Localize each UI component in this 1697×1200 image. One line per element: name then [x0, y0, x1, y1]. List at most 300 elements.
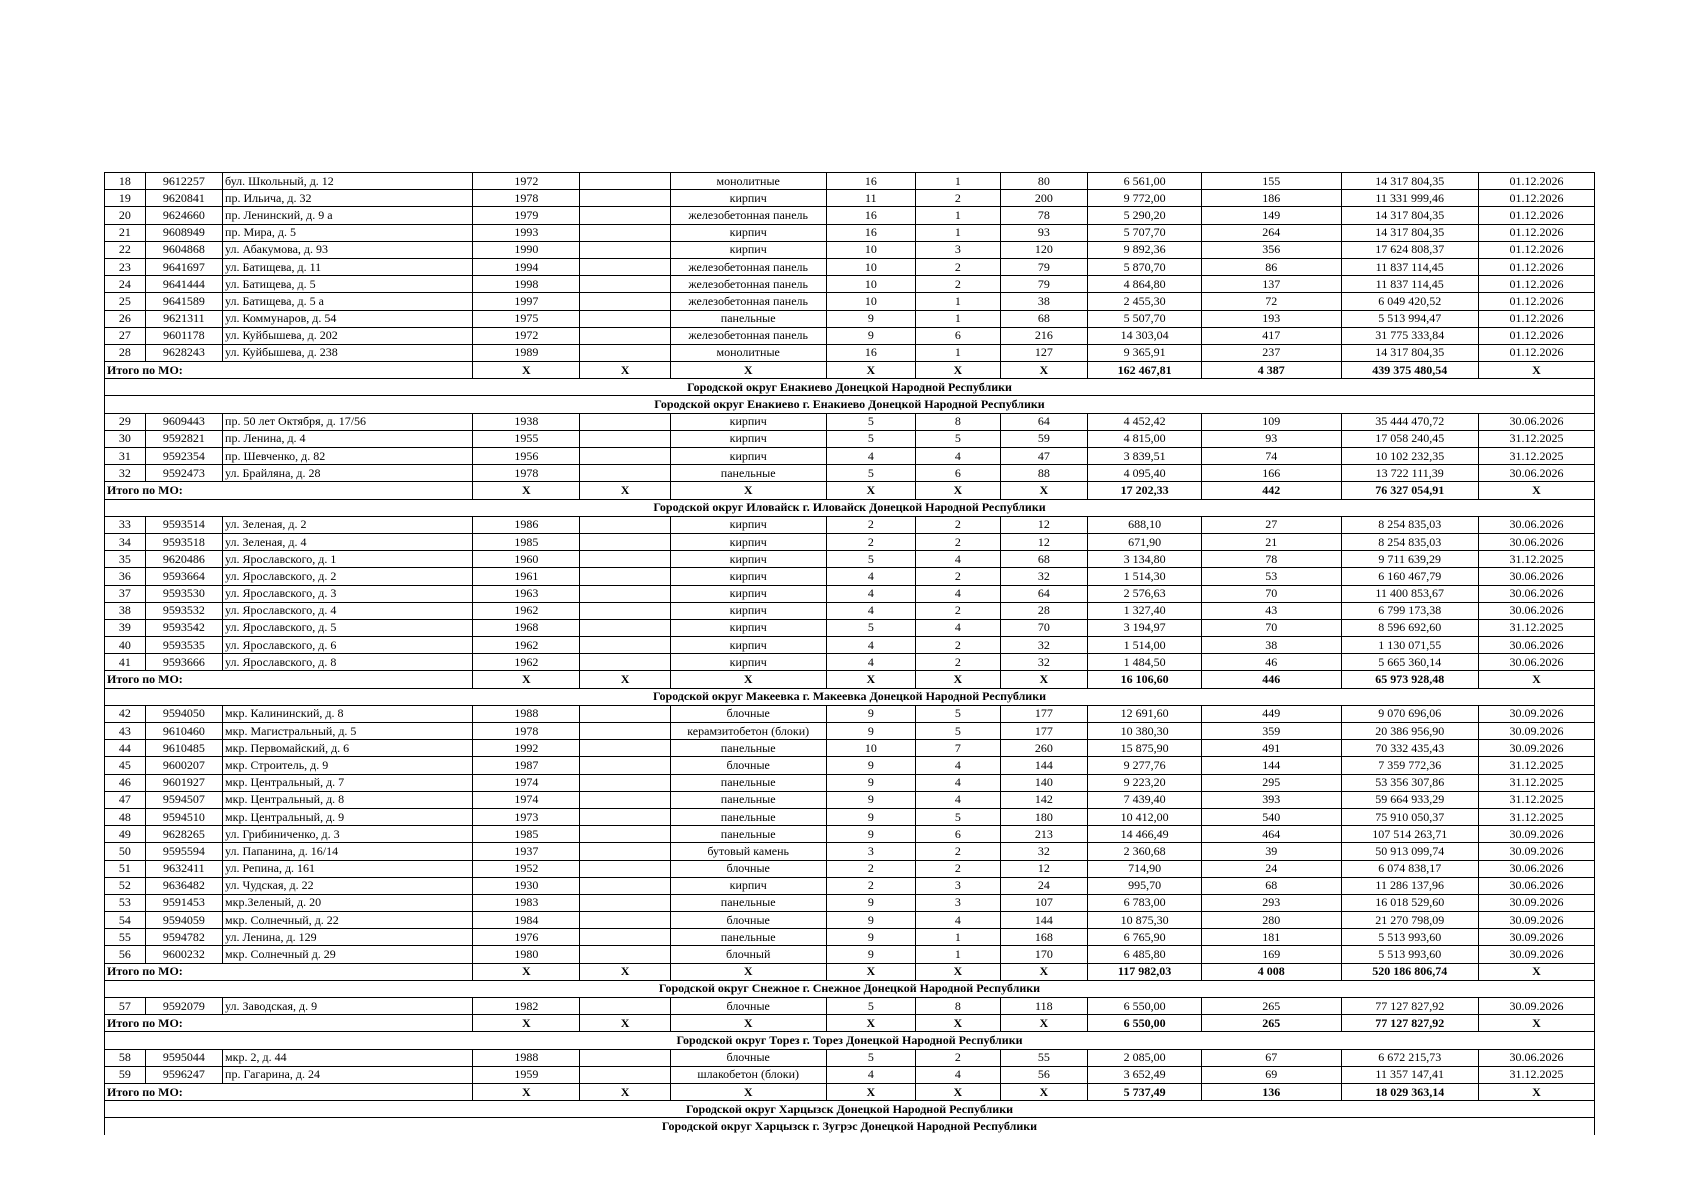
cell-wall-material: панельные [670, 774, 826, 791]
x-mark: X [1000, 1015, 1088, 1032]
cell-deadline: 30.09.2026 [1478, 705, 1594, 722]
cell-extra-field [580, 826, 671, 843]
cell-building-id: 9604868 [145, 241, 222, 258]
cell-year-built: 1976 [473, 929, 580, 946]
cell-row-number: 35 [105, 551, 146, 568]
table-row [105, 740, 1595, 757]
cell-building-id: 9594782 [145, 929, 222, 946]
x-mark: X [826, 362, 916, 379]
cell-entrances: 2 [916, 516, 1000, 533]
table-row [105, 413, 1595, 430]
cell-deadline: 30.06.2026 [1478, 654, 1594, 671]
cell-row-number: 57 [105, 998, 146, 1015]
cell-repair-cost: 53 356 307,86 [1341, 774, 1478, 791]
cell-entrances: 7 [916, 740, 1000, 757]
cell-residents: 359 [1202, 723, 1341, 740]
cell-total-area: 3 839,51 [1088, 448, 1202, 465]
cell-row-number: 44 [105, 740, 146, 757]
table-row [105, 190, 1595, 207]
cell-extra-field [580, 207, 671, 224]
cell-wall-material: кирпич [670, 241, 826, 258]
cell-row-number: 49 [105, 826, 146, 843]
cell-extra-field [580, 946, 671, 963]
cell-repair-cost: 11 286 137,96 [1341, 877, 1478, 894]
cell-residents: 21 [1202, 533, 1341, 550]
cell-deadline: 01.12.2026 [1478, 241, 1594, 258]
cell-residents: 181 [1202, 929, 1341, 946]
cell-deadline: 30.06.2026 [1478, 602, 1594, 619]
cell-entrances: 3 [916, 241, 1000, 258]
cell-deadline: 01.12.2026 [1478, 344, 1594, 361]
cell-extra-field [580, 1066, 671, 1083]
cell-year-built: 1962 [473, 654, 580, 671]
cell-address: ул. Батищева, д. 5 [223, 276, 473, 293]
cell-apartments: 12 [1000, 533, 1088, 550]
cell-total-area: 14 466,49 [1088, 826, 1202, 843]
cell-wall-material: кирпич [670, 224, 826, 241]
cell-year-built: 1982 [473, 998, 580, 1015]
cell-repair-cost: 17 624 808,37 [1341, 241, 1478, 258]
cell-entrances: 4 [916, 912, 1000, 929]
cell-residents: 491 [1202, 740, 1341, 757]
cell-extra-field [580, 241, 671, 258]
cell-deadline: 01.12.2026 [1478, 190, 1594, 207]
cell-deadline: 30.09.2026 [1478, 912, 1594, 929]
x-mark: X [580, 1015, 671, 1032]
cell-repair-cost: 11 357 147,41 [1341, 1066, 1478, 1083]
cell-wall-material: кирпич [670, 551, 826, 568]
cell-address: ул. Ярославского, д. 8 [223, 654, 473, 671]
x-mark: X [916, 963, 1000, 980]
cell-total-area: 5 507,70 [1088, 310, 1202, 327]
cell-total-area: 10 412,00 [1088, 808, 1202, 825]
subtotal-row [105, 362, 1595, 379]
x-mark: X [1478, 482, 1594, 499]
cell-extra-field [580, 190, 671, 207]
cell-deadline: 30.06.2026 [1478, 860, 1594, 877]
cell-floors: 10 [826, 276, 916, 293]
cell-wall-material: кирпич [670, 448, 826, 465]
cell-total-area: 4 815,00 [1088, 430, 1202, 447]
cell-repair-cost: 6 672 215,73 [1341, 1049, 1478, 1066]
cell-year-built: 1955 [473, 430, 580, 447]
cell-floors: 9 [826, 894, 916, 911]
cell-building-id: 9620841 [145, 190, 222, 207]
cell-year-built: 1956 [473, 448, 580, 465]
cell-extra-field [580, 723, 671, 740]
cell-entrances: 2 [916, 654, 1000, 671]
cell-building-id: 9595044 [145, 1049, 222, 1066]
cell-extra-field [580, 654, 671, 671]
table-row [105, 241, 1595, 258]
cell-floors: 5 [826, 619, 916, 636]
cell-apartments: 68 [1000, 551, 1088, 568]
cell-entrances: 5 [916, 430, 1000, 447]
cell-floors: 3 [826, 843, 916, 860]
cell-extra-field [580, 808, 671, 825]
cell-floors: 16 [826, 344, 916, 361]
subtotal-row [105, 1083, 1595, 1100]
cell-row-number: 33 [105, 516, 146, 533]
cell-residents: 186 [1202, 190, 1341, 207]
cell-apartments: 216 [1000, 327, 1088, 344]
cell-row-number: 24 [105, 276, 146, 293]
cell-row-number: 47 [105, 791, 146, 808]
cell-apartments: 56 [1000, 1066, 1088, 1083]
subtotal-residents: 4 387 [1202, 362, 1341, 379]
cell-floors: 5 [826, 413, 916, 430]
cell-deadline: 31.12.2025 [1478, 448, 1594, 465]
cell-repair-cost: 14 317 804,35 [1341, 224, 1478, 241]
cell-repair-cost: 10 102 232,35 [1341, 448, 1478, 465]
table-row [105, 860, 1595, 877]
cell-extra-field [580, 276, 671, 293]
cell-floors: 4 [826, 585, 916, 602]
cell-floors: 9 [826, 929, 916, 946]
cell-extra-field [580, 929, 671, 946]
subtotal-area: 17 202,33 [1088, 482, 1202, 499]
cell-repair-cost: 75 910 050,37 [1341, 808, 1478, 825]
cell-deadline: 30.09.2026 [1478, 998, 1594, 1015]
subtotal-cost: 77 127 827,92 [1341, 1015, 1478, 1032]
cell-apartments: 32 [1000, 568, 1088, 585]
cell-repair-cost: 31 775 333,84 [1341, 327, 1478, 344]
cell-row-number: 20 [105, 207, 146, 224]
x-mark: X [580, 362, 671, 379]
cell-repair-cost: 5 513 993,60 [1341, 946, 1478, 963]
cell-deadline: 01.12.2026 [1478, 173, 1594, 190]
cell-entrances: 2 [916, 860, 1000, 877]
cell-floors: 9 [826, 310, 916, 327]
cell-address: ул. Абакумова, д. 93 [223, 241, 473, 258]
cell-building-id: 9593514 [145, 516, 222, 533]
cell-building-id: 9641697 [145, 258, 222, 275]
cell-building-id: 9600207 [145, 757, 222, 774]
cell-floors: 2 [826, 516, 916, 533]
cell-extra-field [580, 327, 671, 344]
cell-repair-cost: 6 049 420,52 [1341, 293, 1478, 310]
cell-building-id: 9591453 [145, 894, 222, 911]
cell-apartments: 107 [1000, 894, 1088, 911]
cell-address: ул. Чудская, д. 22 [223, 877, 473, 894]
cell-repair-cost: 11 331 999,46 [1341, 190, 1478, 207]
cell-row-number: 40 [105, 637, 146, 654]
cell-year-built: 1979 [473, 207, 580, 224]
cell-deadline: 30.09.2026 [1478, 946, 1594, 963]
cell-address: мкр. Центральный, д. 7 [223, 774, 473, 791]
cell-total-area: 6 783,00 [1088, 894, 1202, 911]
table-row [105, 894, 1595, 911]
cell-repair-cost: 8 254 835,03 [1341, 533, 1478, 550]
cell-floors: 4 [826, 602, 916, 619]
cell-apartments: 79 [1000, 276, 1088, 293]
cell-year-built: 1988 [473, 705, 580, 722]
cell-apartments: 64 [1000, 413, 1088, 430]
cell-residents: 67 [1202, 1049, 1341, 1066]
cell-extra-field [580, 224, 671, 241]
cell-deadline: 31.12.2025 [1478, 551, 1594, 568]
cell-extra-field [580, 843, 671, 860]
cell-address: пр. Ленинский, д. 9 а [223, 207, 473, 224]
cell-repair-cost: 5 513 993,60 [1341, 929, 1478, 946]
cell-floors: 10 [826, 258, 916, 275]
cell-residents: 169 [1202, 946, 1341, 963]
cell-floors: 16 [826, 224, 916, 241]
cell-row-number: 38 [105, 602, 146, 619]
cell-address: ул. Репина, д. 161 [223, 860, 473, 877]
table-row [105, 877, 1595, 894]
cell-apartments: 180 [1000, 808, 1088, 825]
table-row [105, 258, 1595, 275]
cell-repair-cost: 14 317 804,35 [1341, 344, 1478, 361]
cell-total-area: 9 772,00 [1088, 190, 1202, 207]
x-mark: X [826, 1083, 916, 1100]
table-row [105, 912, 1595, 929]
cell-apartments: 47 [1000, 448, 1088, 465]
cell-wall-material: кирпич [670, 568, 826, 585]
cell-residents: 449 [1202, 705, 1341, 722]
table-row [105, 808, 1595, 825]
cell-building-id: 9601927 [145, 774, 222, 791]
cell-entrances: 4 [916, 448, 1000, 465]
cell-address: мкр. Центральный, д. 9 [223, 808, 473, 825]
cell-residents: 295 [1202, 774, 1341, 791]
x-mark: X [1000, 1083, 1088, 1100]
cell-row-number: 30 [105, 430, 146, 447]
cell-residents: 27 [1202, 516, 1341, 533]
cell-entrances: 6 [916, 826, 1000, 843]
cell-residents: 155 [1202, 173, 1341, 190]
cell-year-built: 1993 [473, 224, 580, 241]
cell-row-number: 56 [105, 946, 146, 963]
cell-row-number: 27 [105, 327, 146, 344]
cell-total-area: 10 875,30 [1088, 912, 1202, 929]
cell-building-id: 9592079 [145, 998, 222, 1015]
cell-apartments: 120 [1000, 241, 1088, 258]
cell-row-number: 39 [105, 619, 146, 636]
x-mark: X [916, 671, 1000, 688]
table-row [105, 551, 1595, 568]
cell-extra-field [580, 791, 671, 808]
cell-floors: 16 [826, 207, 916, 224]
cell-year-built: 1938 [473, 413, 580, 430]
cell-year-built: 1978 [473, 723, 580, 740]
cell-building-id: 9624660 [145, 207, 222, 224]
cell-extra-field [580, 568, 671, 585]
cell-building-id: 9595594 [145, 843, 222, 860]
cell-wall-material: панельные [670, 740, 826, 757]
cell-building-id: 9632411 [145, 860, 222, 877]
cell-entrances: 3 [916, 877, 1000, 894]
cell-total-area: 3 194,97 [1088, 619, 1202, 636]
cell-row-number: 28 [105, 344, 146, 361]
table-row [105, 654, 1595, 671]
cell-year-built: 1974 [473, 791, 580, 808]
section-heading-row [105, 1032, 1595, 1049]
cell-total-area: 995,70 [1088, 877, 1202, 894]
cell-residents: 46 [1202, 654, 1341, 671]
cell-floors: 10 [826, 740, 916, 757]
cell-entrances: 4 [916, 791, 1000, 808]
cell-year-built: 1985 [473, 533, 580, 550]
cell-wall-material: шлакобетон (блоки) [670, 1066, 826, 1083]
cell-apartments: 140 [1000, 774, 1088, 791]
cell-apartments: 144 [1000, 757, 1088, 774]
cell-floors: 5 [826, 430, 916, 447]
section-heading-row [105, 1118, 1595, 1135]
cell-row-number: 50 [105, 843, 146, 860]
cell-wall-material: панельные [670, 791, 826, 808]
cell-row-number: 22 [105, 241, 146, 258]
cell-entrances: 2 [916, 276, 1000, 293]
cell-year-built: 1998 [473, 276, 580, 293]
cell-total-area: 671,90 [1088, 533, 1202, 550]
cell-residents: 166 [1202, 465, 1341, 482]
cell-total-area: 688,10 [1088, 516, 1202, 533]
cell-apartments: 78 [1000, 207, 1088, 224]
cell-total-area: 1 514,00 [1088, 637, 1202, 654]
cell-repair-cost: 11 837 114,45 [1341, 258, 1478, 275]
cell-deadline: 31.12.2025 [1478, 430, 1594, 447]
cell-extra-field [580, 602, 671, 619]
cell-residents: 280 [1202, 912, 1341, 929]
cell-entrances: 2 [916, 568, 1000, 585]
cell-entrances: 4 [916, 774, 1000, 791]
cell-deadline: 30.06.2026 [1478, 1049, 1594, 1066]
x-mark: X [1478, 963, 1594, 980]
cell-entrances: 1 [916, 310, 1000, 327]
cell-apartments: 80 [1000, 173, 1088, 190]
cell-residents: 356 [1202, 241, 1341, 258]
cell-address: ул. Ярославского, д. 5 [223, 619, 473, 636]
cell-apartments: 88 [1000, 465, 1088, 482]
cell-address: мкр. Строитель, д. 9 [223, 757, 473, 774]
cell-building-id: 9628265 [145, 826, 222, 843]
x-mark: X [473, 482, 580, 499]
cell-repair-cost: 35 444 470,72 [1341, 413, 1478, 430]
cell-entrances: 1 [916, 344, 1000, 361]
cell-floors: 9 [826, 705, 916, 722]
cell-year-built: 1930 [473, 877, 580, 894]
cell-building-id: 9636482 [145, 877, 222, 894]
cell-row-number: 41 [105, 654, 146, 671]
housing-register-page [104, 172, 1595, 1135]
cell-extra-field [580, 894, 671, 911]
cell-entrances: 1 [916, 224, 1000, 241]
table-row [105, 929, 1595, 946]
cell-entrances: 1 [916, 293, 1000, 310]
cell-residents: 38 [1202, 637, 1341, 654]
cell-deadline: 01.12.2026 [1478, 207, 1594, 224]
cell-address: ул. Брайляна, д. 28 [223, 465, 473, 482]
cell-total-area: 1 484,50 [1088, 654, 1202, 671]
subtotal-area: 5 737,49 [1088, 1083, 1202, 1100]
cell-entrances: 4 [916, 551, 1000, 568]
cell-residents: 74 [1202, 448, 1341, 465]
cell-year-built: 1990 [473, 241, 580, 258]
cell-deadline: 01.12.2026 [1478, 293, 1594, 310]
cell-extra-field [580, 551, 671, 568]
cell-floors: 9 [826, 946, 916, 963]
cell-year-built: 1978 [473, 190, 580, 207]
cell-address: мкр. Центральный, д. 8 [223, 791, 473, 808]
subtotal-row [105, 1015, 1595, 1032]
cell-year-built: 1994 [473, 258, 580, 275]
cell-deadline: 31.12.2025 [1478, 808, 1594, 825]
cell-building-id: 9601178 [145, 327, 222, 344]
cell-residents: 24 [1202, 860, 1341, 877]
cell-residents: 393 [1202, 791, 1341, 808]
cell-deadline: 01.12.2026 [1478, 276, 1594, 293]
cell-apartments: 142 [1000, 791, 1088, 808]
cell-deadline: 01.12.2026 [1478, 310, 1594, 327]
cell-building-id: 9596247 [145, 1066, 222, 1083]
cell-total-area: 4 095,40 [1088, 465, 1202, 482]
cell-entrances: 4 [916, 619, 1000, 636]
table-row [105, 1049, 1595, 1066]
cell-residents: 43 [1202, 602, 1341, 619]
cell-apartments: 170 [1000, 946, 1088, 963]
cell-total-area: 2 085,00 [1088, 1049, 1202, 1066]
cell-total-area: 4 452,42 [1088, 413, 1202, 430]
section-heading: Городской округ Макеевка г. Макеевка Донецкой Народной Республики [105, 688, 1595, 705]
cell-entrances: 5 [916, 723, 1000, 740]
table-row [105, 448, 1595, 465]
cell-deadline: 30.06.2026 [1478, 637, 1594, 654]
x-mark: X [1478, 1083, 1594, 1100]
x-mark: X [670, 1083, 826, 1100]
cell-floors: 9 [826, 808, 916, 825]
cell-row-number: 58 [105, 1049, 146, 1066]
cell-deadline: 31.12.2025 [1478, 791, 1594, 808]
cell-entrances: 4 [916, 585, 1000, 602]
cell-apartments: 177 [1000, 723, 1088, 740]
cell-repair-cost: 16 018 529,60 [1341, 894, 1478, 911]
section-heading-row [105, 396, 1595, 413]
cell-residents: 69 [1202, 1066, 1341, 1083]
cell-year-built: 1987 [473, 757, 580, 774]
cell-entrances: 2 [916, 637, 1000, 654]
subtotal-label: Итого по МО: [105, 671, 473, 688]
cell-building-id: 9621311 [145, 310, 222, 327]
subtotal-label: Итого по МО: [105, 362, 473, 379]
cell-deadline: 01.12.2026 [1478, 258, 1594, 275]
table-row [105, 344, 1595, 361]
cell-total-area: 7 439,40 [1088, 791, 1202, 808]
cell-extra-field [580, 465, 671, 482]
cell-address: ул. Куйбышева, д. 238 [223, 344, 473, 361]
cell-apartments: 32 [1000, 654, 1088, 671]
cell-row-number: 37 [105, 585, 146, 602]
cell-year-built: 1988 [473, 1049, 580, 1066]
cell-apartments: 38 [1000, 293, 1088, 310]
section-heading: Городской округ Енакиево г. Енакиево Донецкой Народной Республики [105, 396, 1595, 413]
cell-year-built: 1980 [473, 946, 580, 963]
subtotal-cost: 18 029 363,14 [1341, 1083, 1478, 1100]
cell-residents: 293 [1202, 894, 1341, 911]
cell-row-number: 18 [105, 173, 146, 190]
cell-apartments: 59 [1000, 430, 1088, 447]
subtotal-cost: 76 327 054,91 [1341, 482, 1478, 499]
cell-year-built: 1973 [473, 808, 580, 825]
cell-year-built: 1997 [473, 293, 580, 310]
cell-floors: 4 [826, 448, 916, 465]
cell-deadline: 30.09.2026 [1478, 929, 1594, 946]
cell-apartments: 177 [1000, 705, 1088, 722]
cell-total-area: 4 864,80 [1088, 276, 1202, 293]
cell-address: ул. Ярославского, д. 1 [223, 551, 473, 568]
cell-floors: 9 [826, 912, 916, 929]
